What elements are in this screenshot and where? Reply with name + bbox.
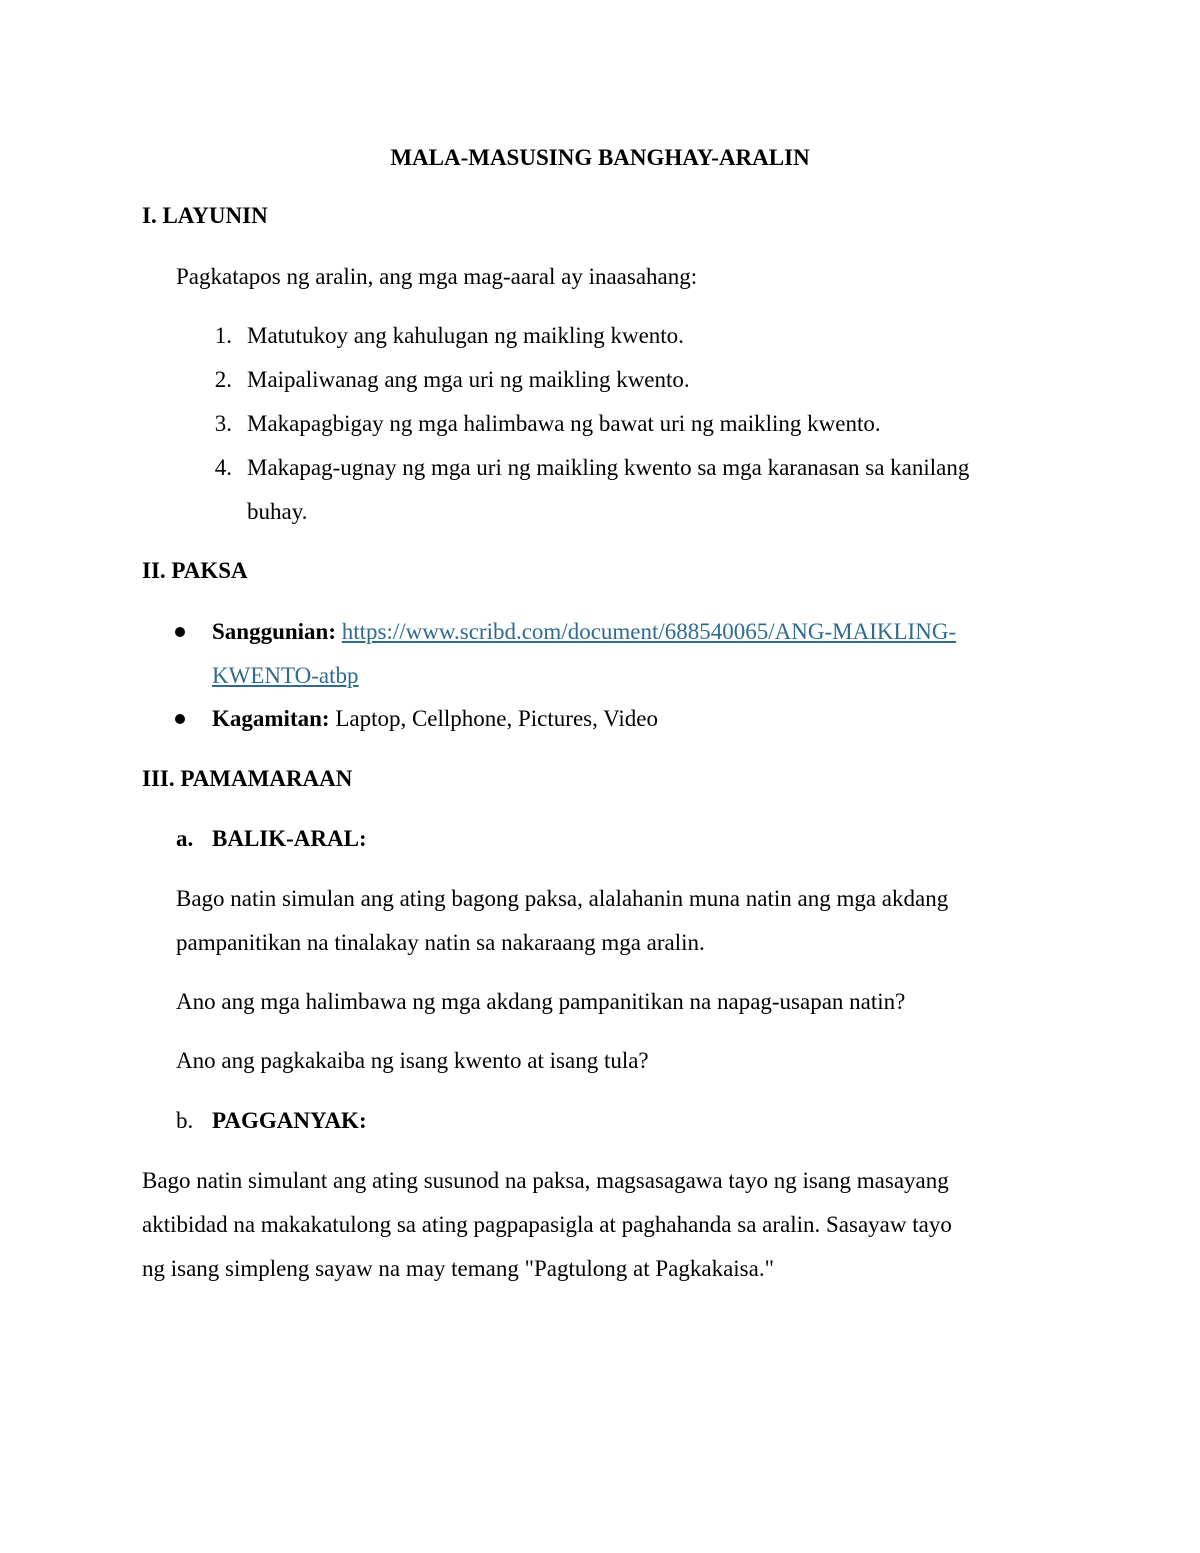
sanggunian-label: Sanggunian:	[212, 619, 337, 644]
sanggunian-link-continuation	[212, 661, 358, 691]
subsection-heading-pagganyak: PAGGANYAK:	[212, 1108, 367, 1133]
balik-aral-question: Ano ang mga halimbawa ng mga akdang pampanitikan na napag-usapan natin?	[176, 989, 906, 1014]
balik-aral-paragraph: Bago natin simulan ang ating bagong paksa, alalahanin muna natin ang mga akdang	[176, 886, 949, 911]
bullet-icon	[175, 627, 185, 637]
sanggunian-link[interactable]: KWENTO-atbp	[212, 663, 359, 688]
document-title: MALA-MASUSING BANGHAY-ARALIN	[390, 145, 810, 170]
layunin-intro: Pagkatapos ng aralin, ang mga mag-aaral ay inaasahang:	[176, 264, 698, 289]
kagamitan-value: Laptop, Cellphone, Pictures, Video	[335, 706, 659, 731]
objective-number: 2.	[214, 367, 232, 392]
kagamitan-label: Kagamitan:	[212, 706, 330, 731]
pagganyak-paragraph: ng isang simpleng sayaw na may temang "Pagtulong at Pagkakaisa."	[142, 1256, 774, 1281]
objective-number: 3.	[214, 411, 232, 436]
objective-item: Makapagbigay ng mga halimbawa ng bawat uri ng maikling kwento.	[247, 411, 881, 436]
objective-number: 1.	[214, 323, 232, 348]
subsection-letter: a.	[176, 826, 194, 851]
subsection-letter: b.	[176, 1108, 194, 1133]
balik-aral-paragraph: pampanitikan na tinalakay natin sa nakaraang mga aralin.	[176, 930, 705, 955]
bullet-icon	[175, 714, 185, 724]
subsection-heading-balik-aral: BALIK-ARAL:	[212, 826, 367, 851]
section-heading-layunin: I. LAYUNIN	[142, 203, 268, 228]
objective-number: 4.	[214, 455, 232, 480]
pagganyak-paragraph: aktibidad na makakatulong sa ating pagpapasigla at paghahanda sa aralin. Sasayaw tayo	[142, 1212, 952, 1237]
kagamitan-item	[212, 704, 658, 734]
objective-item: Makapag-ugnay ng mga uri ng maikling kwento sa mga karanasan sa kanilang	[247, 455, 970, 480]
objective-item: Maipaliwanag ang mga uri ng maikling kwento.	[247, 367, 690, 392]
sanggunian-link[interactable]: https://www.scribd.com/document/688540065/ANG-MAIKLING-	[341, 619, 957, 644]
objective-item-continuation: buhay.	[247, 499, 308, 524]
sanggunian-item	[212, 617, 956, 647]
section-heading-pamamaraan: III. PAMAMARAAN	[142, 766, 353, 791]
pagganyak-paragraph: Bago natin simulant ang ating susunod na paksa, magsasagawa tayo ng isang masayang	[142, 1168, 949, 1193]
objective-item: Matutukoy ang kahulugan ng maikling kwento.	[247, 323, 684, 348]
section-heading-paksa: II. PAKSA	[142, 558, 248, 583]
balik-aral-question: Ano ang pagkakaiba ng isang kwento at isang tula?	[176, 1048, 649, 1073]
